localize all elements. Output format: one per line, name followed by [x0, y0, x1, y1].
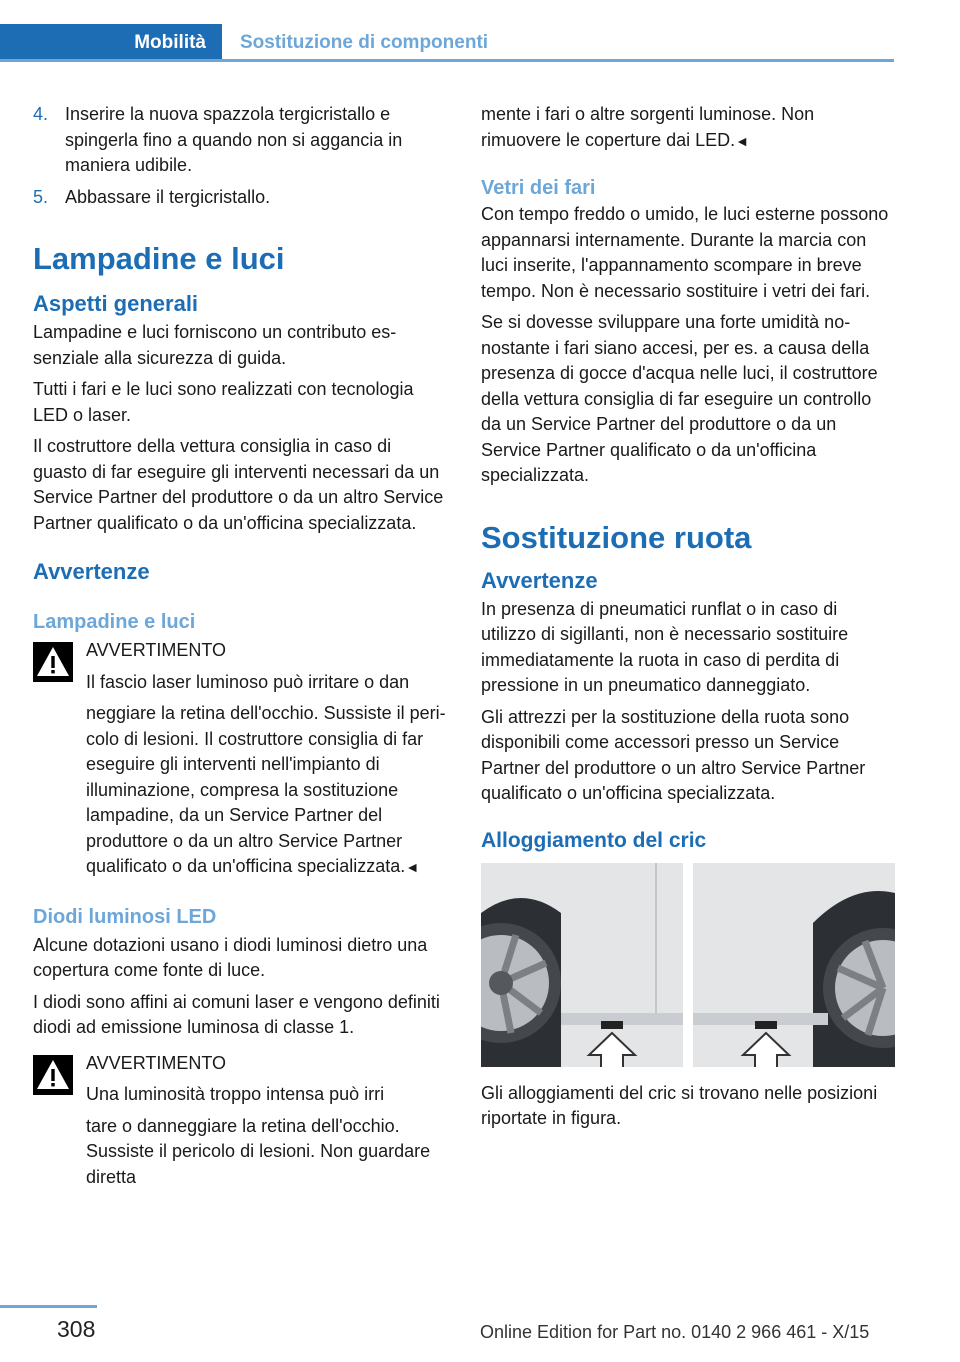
paragraph: Tutti i fari e le luci sono realizzati con tecnologia LED o laser.	[33, 379, 414, 425]
heading-diodi: Diodi luminosi LED	[33, 905, 217, 928]
paragraph: Alcune dotazioni usano i diodi luminosi dietro una copertura come fonte di luce.	[33, 934, 428, 980]
heading-avvertenze: Avvertenze	[33, 559, 150, 584]
heading-avvertenze-ruota: Avvertenze	[481, 567, 598, 593]
paragraph: Con tempo freddo o umido, le luci esterne possono appannarsi internamente. Durante la marcia con luci inserite, l'appannamento scompare in breve tempo. Non è necessario sostituire i vetri dei fari.	[481, 204, 889, 301]
heading-sostituzione-ruota: Sostituzione ruota	[481, 519, 752, 555]
list-item	[33, 185, 449, 211]
paragraph: I diodi sono affini ai comuni laser e vengono definiti diodi ad emissione luminosa di classe 1.	[33, 991, 440, 1037]
warning-text-cont: tare o danneggiare la retina dell'occhio. Sussiste il pericolo di lesioni. Non guardare diretta	[86, 1115, 431, 1187]
page-header	[0, 24, 894, 62]
paragraph: mente i fari o altre sorgenti luminose. Non rimuovere le coperture dai LED.◄	[481, 104, 815, 150]
jack-points-figure	[481, 863, 895, 1067]
section-tab: Mobilità	[0, 24, 222, 62]
warning-title: AVVERTIMENTO	[86, 1052, 227, 1073]
warning-text: Una luminosità troppo intensa può irri	[86, 1084, 385, 1104]
paragraph: Se si dovesse sviluppare una forte umidità nonostante i fari siano accesi, per es. a causa della presenza di gocce d'acqua nelle luci, il costruttore della vettura consiglia di far eseguire un controllo da un Service Partner del produttore o da un Service Partner qualificato o da un'officina specializzata.	[481, 312, 878, 485]
paragraph: Lampadine e luci forniscono un contributo essenziale alla sicurezza di guida.	[33, 322, 397, 368]
heading-alloggiamento-cric: Alloggiamento del cric	[481, 828, 707, 852]
paragraph: Gli attrezzi per la sostituzione della ruota sono disponibili come accessori presso un Service Partner del produttore o un altro Service Partner qualificato o un'officina specializzata.	[481, 706, 866, 803]
header-rule	[0, 59, 894, 62]
heading-lampadine: Lampadine e luci	[33, 241, 285, 276]
warning-block	[33, 638, 449, 881]
heading-aspetti: Aspetti generali	[33, 291, 199, 316]
figure-panel-rear	[693, 863, 895, 1067]
list-number: 5.	[33, 186, 49, 207]
chapter-title: Sostituzione di componenti	[240, 32, 489, 53]
end-mark: ◄	[405, 859, 420, 875]
left-column	[33, 102, 449, 1196]
warning-text-cont: neggiare la retina dell'occhio. Sussiste il pericolo di lesioni. Il costruttore consiglia di far eseguire gli interventi nell'impianto di illuminazione, compresa la sostituzione lampadine, da un Service Partner del produttore o da un altro Service Partner qualificato o da un'officina specializzata.◄	[86, 703, 446, 876]
edition-text: Online Edition for Part no. 0140 2 966 461 - X/15	[480, 1322, 870, 1342]
list-text: Abbassare il tergicristallo.	[65, 186, 271, 207]
heading-lampadine-luci: Lampadine e luci	[33, 611, 196, 633]
list-text: Inserire la nuova spazzola tergicristallo e spingerla fino a quando non si aggancia in maniera udibile.	[65, 104, 403, 175]
page-number: 308	[57, 1316, 96, 1342]
paragraph: Gli alloggiamenti del cric si trovano nelle posizioni riportate in figura.	[481, 1082, 878, 1128]
warning-text: Il fascio laser luminoso può irritare o dan	[86, 671, 410, 692]
heading-vetri: Vetri dei fari	[481, 177, 596, 199]
warning-block	[33, 1051, 449, 1191]
list-item	[33, 102, 449, 179]
paragraph: In presenza di pneumatici runflat o in caso di utilizzo di sigillanti, non è necessario sostituire immediatamente la ruota in caso di perdita di pressione in un pneumatico danneggiato.	[481, 598, 849, 695]
warning-icon	[33, 642, 73, 682]
paragraph: Il costruttore della vettura consiglia in caso di guasto di far eseguire gli interventi necessari da un Service Partner del produttore o da un altro Service Partner qualificato o da un'officina specializzata.	[33, 436, 444, 533]
figure-panel-front	[481, 863, 683, 1067]
right-column	[481, 102, 895, 1138]
end-mark: ◄	[735, 132, 749, 149]
footer-rule	[0, 1305, 97, 1308]
warning-title: AVVERTIMENTO	[86, 640, 227, 660]
warning-icon	[33, 1055, 73, 1095]
list-number: 4.	[33, 104, 49, 124]
